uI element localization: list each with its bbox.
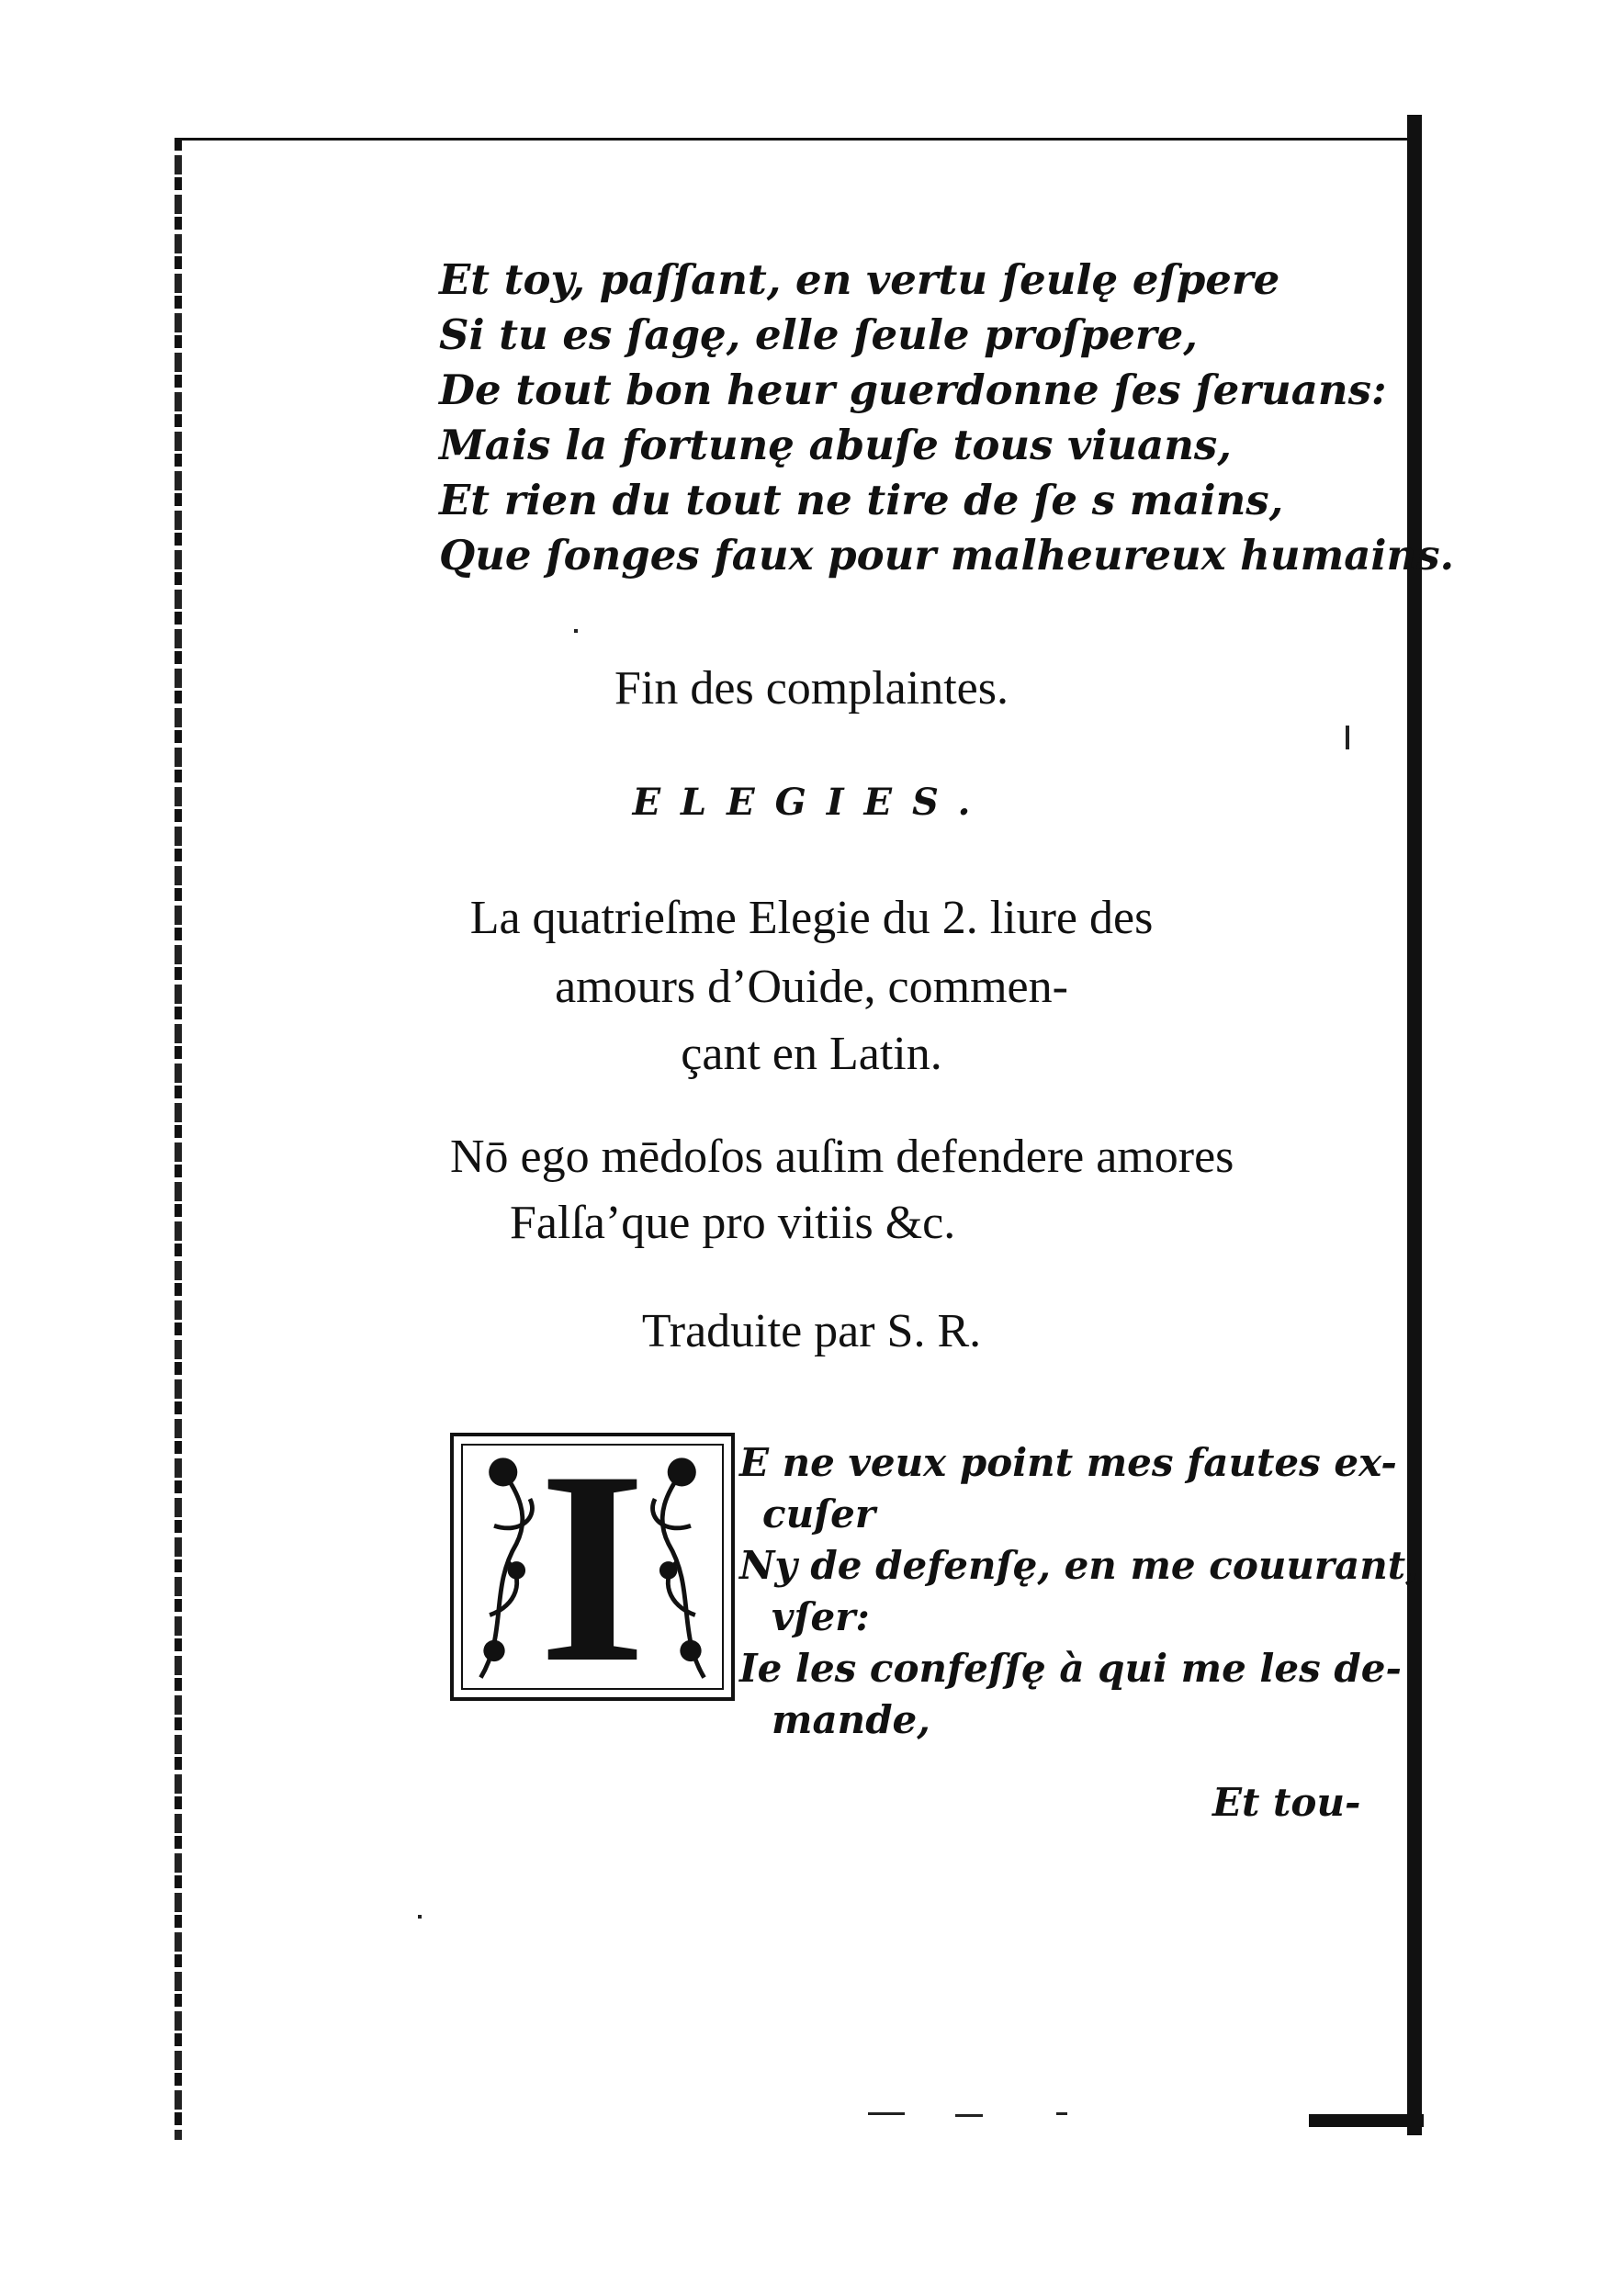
poem-line: cuſer [762, 1491, 876, 1536]
verse-line: Et toy, paſſant, en vertu ſeulę eſpere [439, 255, 1280, 304]
latin-incipit-line: Falſa’que pro vitiis &c. [510, 1197, 956, 1249]
translator-credit: Traduite par S. R. [641, 1305, 982, 1357]
verse-line: Si tu es ſagę, elle ſeule proſpere, [439, 310, 1198, 359]
page-border-left [175, 138, 182, 2140]
elegy-title-line: La quatrieſme Elegie du 2. liure des [469, 892, 1154, 944]
poem-line: vſer: [772, 1594, 870, 1639]
section-end-label: Fin des complaintes. [614, 662, 1009, 715]
page-border-top [175, 138, 1416, 141]
page-rule-bottom [1309, 2114, 1424, 2127]
scan-speck [1056, 2112, 1067, 2115]
page-border-right [1407, 115, 1422, 2135]
verse-line: Que ſonges faux pour malheureux humains. [439, 531, 1455, 580]
latin-incipit-line: Nō ego mēdoſos auſim defendere amores [450, 1131, 1234, 1183]
poem-line: Ny de defenſę, en me couurant, [739, 1543, 1419, 1588]
initial-letter: I [538, 1433, 647, 1701]
scan-speck [574, 629, 578, 633]
decorated-initial [450, 1433, 735, 1701]
elegy-title-line: çant en Latin. [681, 1028, 942, 1080]
verse-line: De tout bon heur guerdonne ſes ſeruans: [439, 366, 1387, 414]
poem-line: mande, [772, 1697, 930, 1742]
scan-speck [868, 2112, 905, 2115]
scan-speck [955, 2114, 983, 2117]
section-heading: ELEGIES. [632, 781, 991, 824]
poem-line: Ie les confeſſę à qui me les de- [739, 1646, 1402, 1691]
verse-line: Mais la fortunę abuſe tous viuans, [439, 421, 1232, 469]
scan-speck [1346, 726, 1349, 749]
elegy-title-line: amours d’Ouide, commen- [555, 961, 1068, 1013]
verse-line: Et rien du tout ne tire de ſe s mains, [439, 476, 1284, 524]
catchword: Et tou- [1212, 1780, 1361, 1825]
poem-line: E ne veux point mes fautes ex- [739, 1440, 1397, 1485]
scan-speck [418, 1915, 422, 1919]
